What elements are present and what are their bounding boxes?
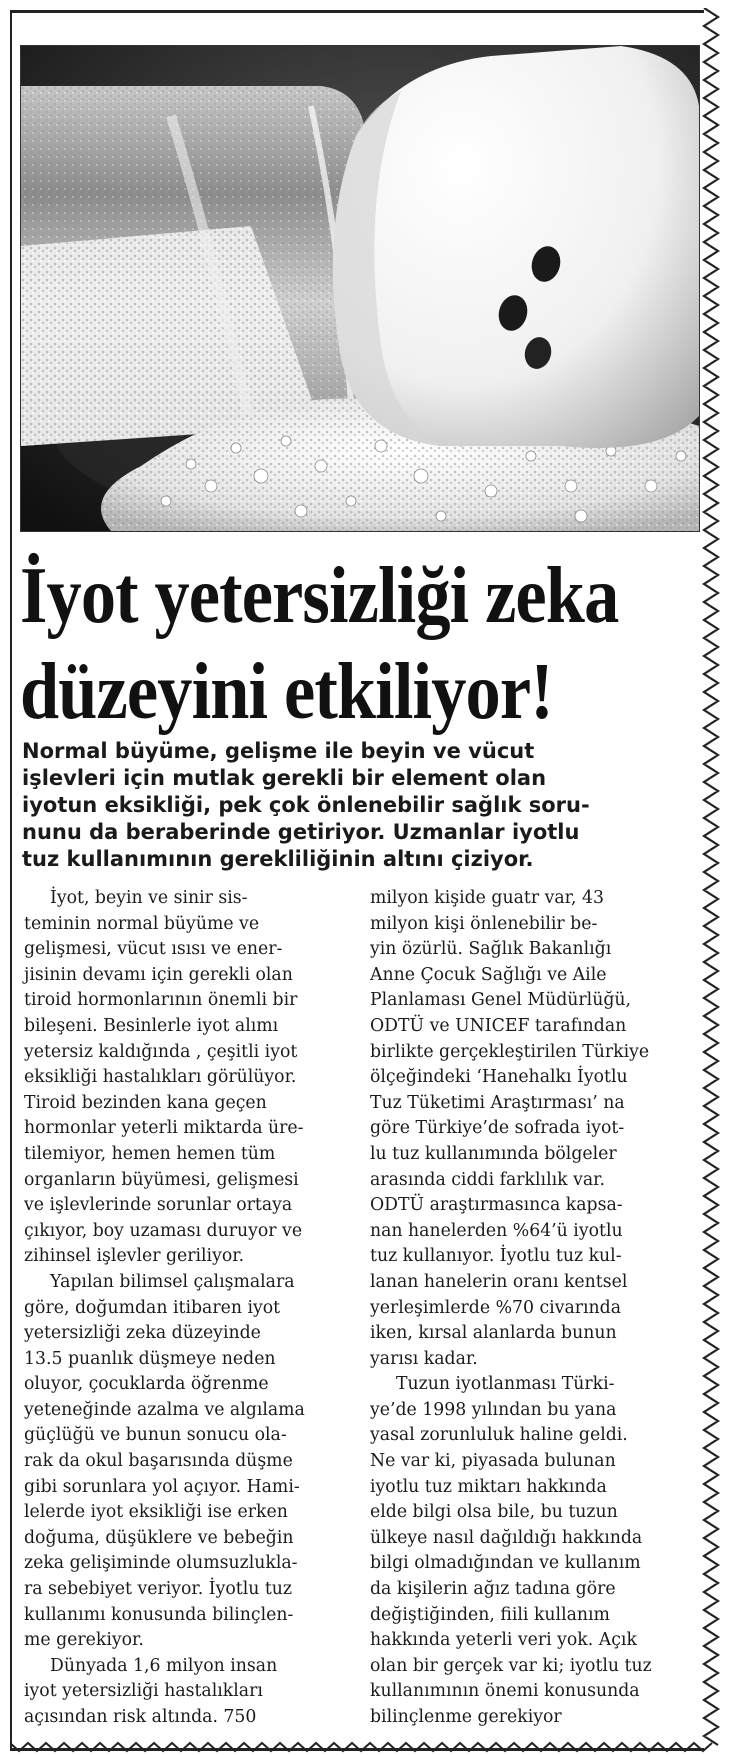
body-line: ölçeğindeki ‘Hanehalkı İyotlu <box>370 1067 628 1088</box>
body-column-2 <box>370 886 700 1731</box>
body-line: yerleşimlerde %70 civarında <box>370 1297 622 1318</box>
body-line: arasında ciddi farklılık var. <box>370 1169 606 1190</box>
body-line: yetersiz kaldığında , çeşitli iyot <box>24 1041 298 1062</box>
body-line: yetersizliği zeka düzeyinde <box>24 1323 261 1344</box>
body-line: lanan hanelerin oranı kentsel <box>370 1271 628 1292</box>
body-line: iyot yetersizliği hastalıkları <box>24 1681 263 1702</box>
body-line: Anne Çocuk Sağlığı ve Aile <box>370 964 607 985</box>
body-line: oluyor, çocuklarda öğrenme <box>24 1374 269 1395</box>
body-line: iken, kırsal alanlarda bunun <box>370 1323 617 1344</box>
body-line: yasal zorunluluk haline geldi. <box>370 1425 628 1446</box>
body-line: göre Türkiye’de sofrada iyot- <box>370 1118 625 1139</box>
body-line: Planlaması Genel Müdürlüğü, <box>370 990 632 1011</box>
body-line: milyon kişide guatr var, 43 <box>370 888 605 908</box>
body-line: olan bir gerçek var ki; iyotlu tuz <box>370 1655 652 1676</box>
body-line: teminin normal büyüme ve <box>24 913 260 934</box>
body-line: doğuma, düşüklere ve bebeğin <box>24 1527 294 1548</box>
lead-line: iyotun eksikliği, pek çok önlenebilir sağlık soru- <box>22 793 590 817</box>
body-line: zihinsel işlevler geriliyor. <box>24 1246 245 1267</box>
body-line: kullanımının önemi konusunda <box>370 1681 640 1702</box>
body-line: zeka gelişiminde olumsuzlukla- <box>24 1553 298 1574</box>
headline <box>20 548 618 740</box>
body-line: göre, doğumdan itibaren iyot <box>24 1297 281 1318</box>
body-line: Ne var ki, piyasada bulunan <box>370 1451 616 1472</box>
body-line: değiştiğinden, fiili kullanım <box>370 1604 610 1625</box>
body-line: yin özürlü. Sağlık Bakanlığı <box>370 939 612 960</box>
body-line: kullanımı konusunda bilinçlen- <box>24 1604 294 1625</box>
body-line: Tuz Tüketimi Araştırması’ na <box>370 1092 625 1113</box>
body-line: gibi sorunlara yol açıyor. Hami- <box>24 1476 300 1497</box>
body-line: Tuzun iyotlanması Türki- <box>396 1374 615 1395</box>
body-line: organların büyümesi, gelişmesi <box>24 1169 299 1190</box>
body-line: lelerde iyot eksikliği ise erken <box>24 1502 288 1523</box>
body-line: ve işlevlerinde sorunlar ortaya <box>24 1195 293 1216</box>
body-line: hakkında yeterli veri yok. Açık <box>370 1630 637 1651</box>
lead-line: Normal büyüme, gelişme ile beyin ve vücut <box>22 739 535 763</box>
body-line: nan hanelerden %64’ü iyotlu <box>370 1220 623 1241</box>
body-line: eksikliği hastalıkları görülüyor. <box>24 1067 297 1088</box>
body-line: Tiroid bezinden kana geçen <box>24 1092 267 1113</box>
body-line: tiroid hormonlarının önemli bir <box>24 990 298 1011</box>
body-line: bilgi olmadığından ve kullanım <box>370 1553 641 1574</box>
lead-line: nunu da beraberinde getiriyor. Uzmanlar iyotlu <box>22 820 580 844</box>
body-line: jisinin devamı için gerekli olan <box>24 964 293 985</box>
body-line: ODTÜ araştırmasınca kapsa- <box>370 1195 623 1216</box>
body-line: elde bilgi olsa bile, bu tuzun <box>370 1502 618 1523</box>
body-line: iyotlu tuz miktarı hakkında <box>370 1476 607 1497</box>
salt-shaker-photo <box>20 45 700 532</box>
body-line: 13.5 puanlık düşmeye neden <box>24 1348 276 1369</box>
headline-line: İyot yetersizliği zeka <box>20 552 619 640</box>
body-line: çıkıyor, boy uzaması duruyor ve <box>24 1220 303 1241</box>
body-line: İyot, beyin ve sinir sis- <box>50 888 248 908</box>
body-line: da kişilerin ağız tadına göre <box>370 1579 616 1600</box>
headline-line: düzeyini etkiliyor! <box>20 648 553 736</box>
lead-line: tuz kullanımının gerekliliğinin altını çiziyor. <box>22 847 534 871</box>
body-line: lu tuz kullanımında bölgeler <box>370 1143 617 1164</box>
body-line: ülkeye nasıl dağıldığı hakkında <box>370 1527 643 1548</box>
body-line: birlikte gerçekleştirilen Türkiye <box>370 1041 650 1062</box>
body-line: Yapılan bilimsel çalışmalara <box>50 1271 295 1292</box>
lead-line: işlevleri için mutlak gerekli bir element olan <box>22 766 547 790</box>
body-line: milyon kişi önlenebilir be- <box>370 913 598 934</box>
lead-paragraph <box>22 738 702 873</box>
body-line: güçlüğü ve bunun sonucu ola- <box>24 1425 287 1446</box>
body-column-1 <box>24 886 354 1731</box>
body-line: yeteneğinde azalma ve algılama <box>24 1399 305 1420</box>
torn-edge-right <box>700 8 722 1748</box>
body-line: rak da okul başarısında düşme <box>24 1451 293 1472</box>
body-line: tilemiyor, hemen hemen tüm <box>24 1143 276 1164</box>
body-line: tuz kullanıyor. İyotlu tuz kul- <box>370 1246 622 1267</box>
body-line: hormonlar yeterli miktarda üre- <box>24 1118 304 1139</box>
body-line: açısından risk altında. 750 <box>24 1707 257 1727</box>
body-line: ODTÜ ve UNICEF tarafından <box>370 1015 627 1036</box>
body-line: Dünyada 1,6 milyon insan <box>50 1655 278 1676</box>
body-line: bilinçlenme gerekiyor <box>370 1707 562 1727</box>
body-line: bileşeni. Besinlerle iyot alımı <box>24 1015 279 1036</box>
body-line: me gerekiyor. <box>24 1630 144 1651</box>
torn-edge-bottom <box>10 1741 720 1753</box>
body-line: gelişmesi, vücut ısısı ve ener- <box>24 939 283 960</box>
body-line: ra sebebiyet veriyor. İyotlu tuz <box>24 1579 293 1600</box>
body-line: ye’de 1998 yılından bu yana <box>370 1399 617 1420</box>
body-line: yarısı kadar. <box>370 1348 478 1369</box>
